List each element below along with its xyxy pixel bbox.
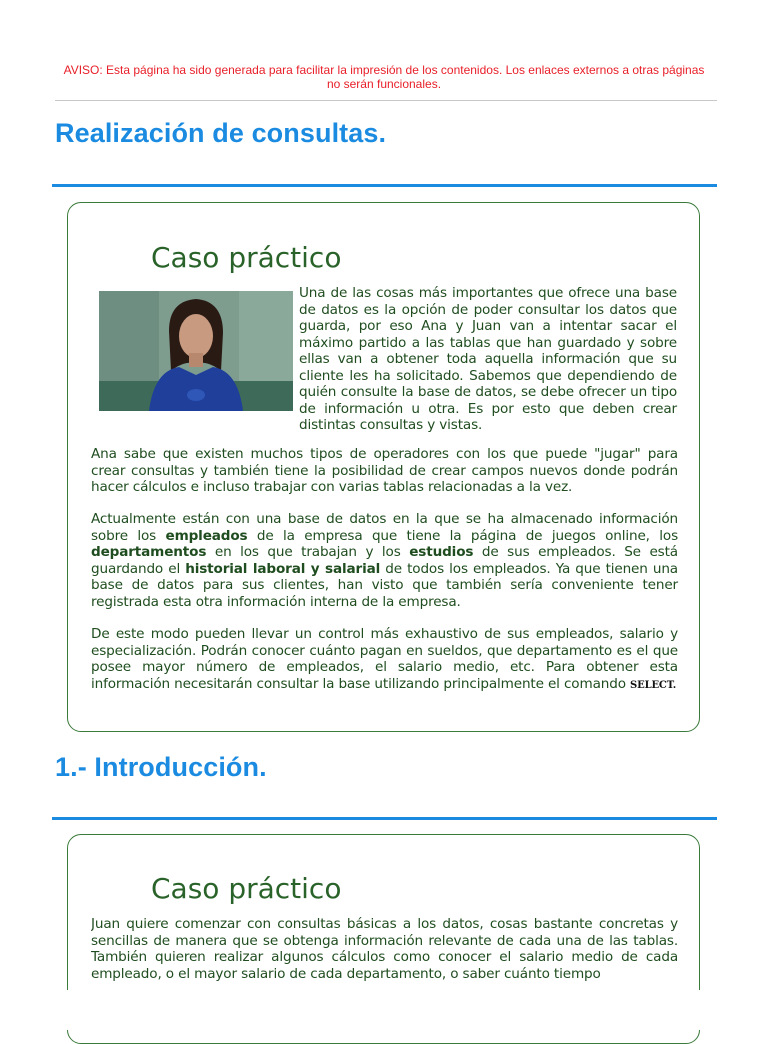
case-paragraph-4: De este modo pueden llevar un control más exhaustivo de sus empleados, salario y especialización. Podrán conocer cuánto pagan en sueldos, que departamento es el que posee mayor número de empleados, el salario medio, etc. Para obtener esta información necesitarán consultar la base utilizando principalmente el comando SELECT.	[91, 626, 678, 692]
notice-divider	[55, 100, 717, 101]
case-paragraph-3: Actualmente están con una base de datos en la que se ha almacenado información sobre los empleados de la empresa que tiene la página de juegos online, los departamentos en los que trabajan y los estudios de sus empleados. Se está guardando el historial laboral y salarial de todos los empleados. Ya que tienen una base de datos para sus clientes, han visto que también sería conveniente tener registrada esta otra información interna de la empresa.	[91, 511, 679, 610]
section-title-divider	[52, 817, 717, 820]
section-title: Realización de consultas.	[55, 118, 387, 148]
case-study-title: Caso práctico	[151, 872, 342, 905]
select-command: SELECT.	[630, 679, 677, 691]
page-bottom-margin	[60, 990, 720, 1030]
case-paragraph-1: Juan quiere comenzar con consultas básicas a los datos, cosas bastante concretas y sencillas de manera que se obtenga información relevante de cada una de las tablas. También quieren realizar algunos cálculos como conocer el salario medio de cada empleado, o el mayor salario de cada departamento, o saber cuánto tiempo	[91, 916, 678, 982]
section-title: 1.- Introducción.	[55, 752, 267, 782]
case-study-title: Caso práctico	[151, 241, 342, 274]
section-title-divider	[52, 184, 717, 187]
woman-photo	[99, 291, 293, 411]
case-paragraph-1: Una de las cosas más importantes que ofrece una base de datos es la opción de poder consultar los datos que guarda, por eso Ana y Juan van a intentar sacar el máximo partido a las tablas que han guardado y sobre ellas van a obtener toda aquella información que su cliente les ha solicitado. Sabemos que dependiendo de quién consulte la base de datos, se debe ofrecer un tipo de información u otra. Es por esto que deben crear distintas consultas y vistas.	[299, 285, 677, 433]
print-notice: AVISO: Esta página ha sido generada para facilitar la impresión de los contenidos. Los enlaces externos a otras páginas no serán funcionales.	[63, 63, 705, 91]
case-paragraph-2: Ana sabe que existen muchos tipos de operadores con los que puede "jugar" para crear consultas y también tiene la posibilidad de crear campos nuevos donde podrán hacer cálculos e incluso trabajar con varias tablas relacionadas a la vez.	[91, 446, 678, 495]
